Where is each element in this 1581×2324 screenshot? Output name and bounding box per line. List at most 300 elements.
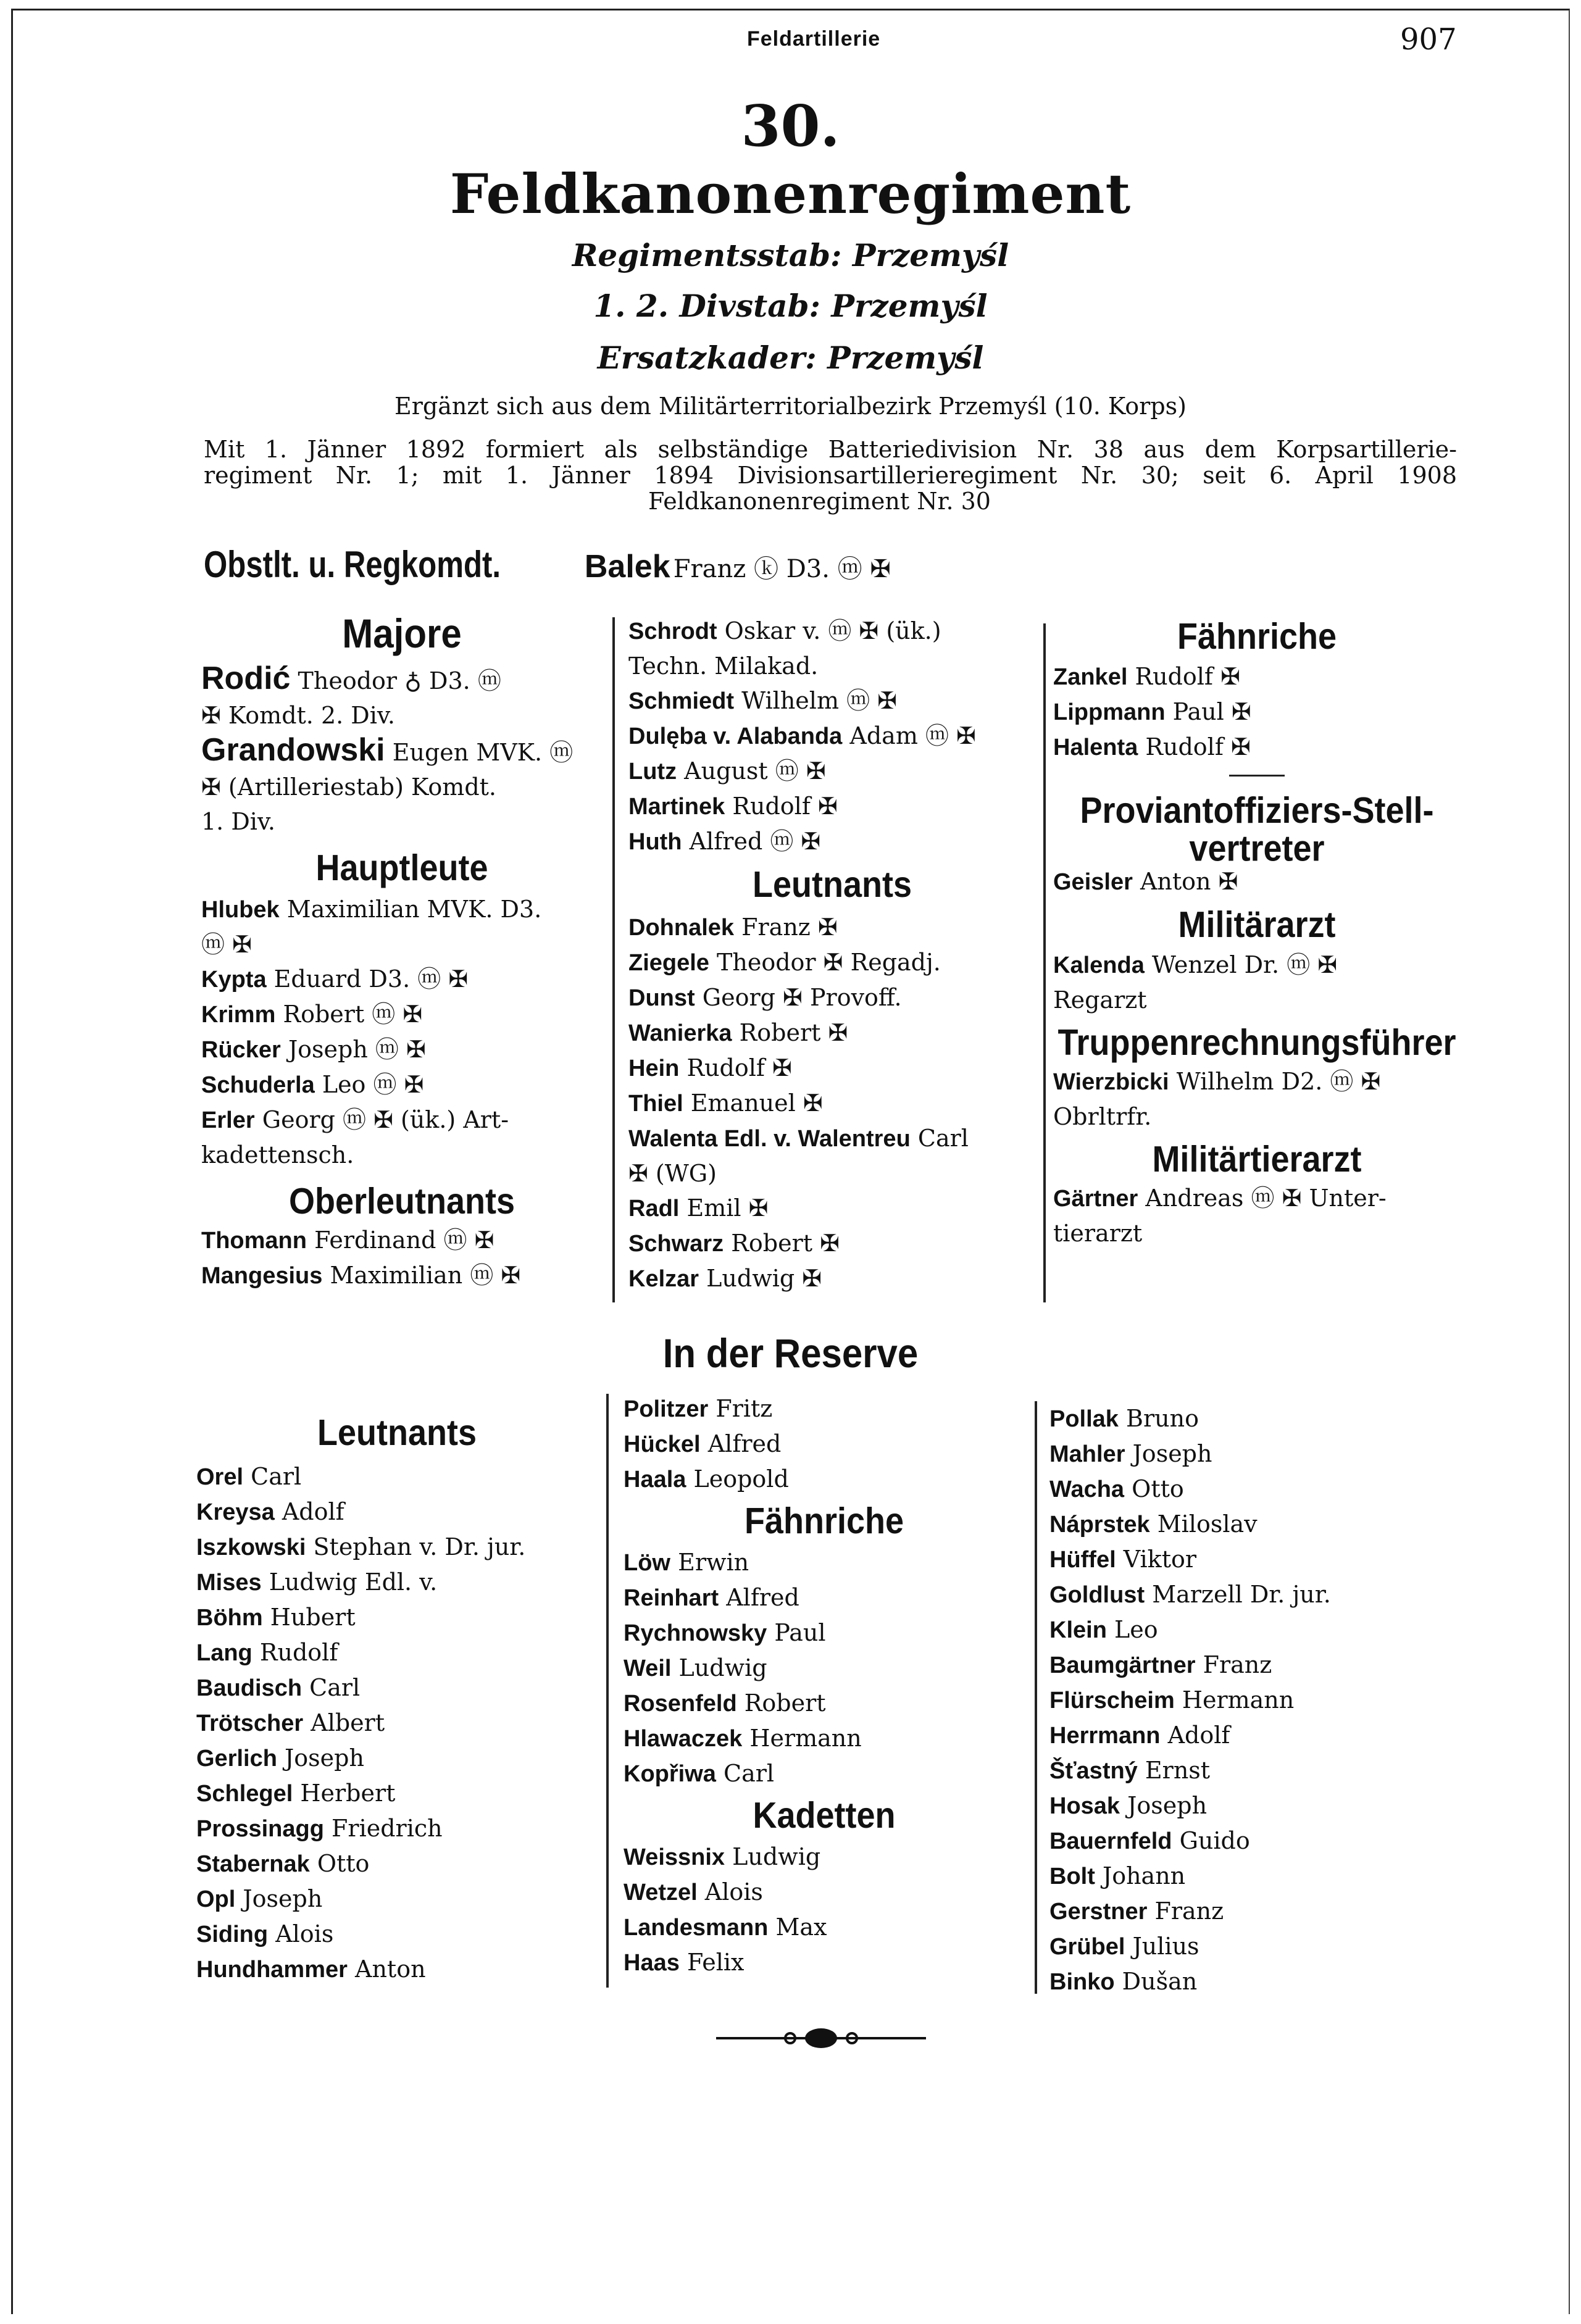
reserve-faehnriche-list bbox=[624, 1545, 1025, 1791]
entry-surname: Mahler bbox=[1049, 1441, 1125, 1467]
list-item bbox=[196, 1811, 598, 1846]
entry-detail: Ludwig bbox=[732, 1843, 821, 1870]
entry-detail: Techn. Milakad. bbox=[628, 652, 819, 680]
entry-detail: Julius bbox=[1132, 1933, 1199, 1960]
entry-detail: Rudolf ✠ bbox=[1135, 663, 1240, 690]
leutnants-heading: Leutnants bbox=[752, 864, 912, 905]
entry-detail: Rudolf ✠ bbox=[732, 793, 838, 820]
entry-surname: Rosenfeld bbox=[624, 1691, 737, 1717]
reserve-leutnants-list bbox=[196, 1459, 598, 1987]
list-item bbox=[628, 910, 1036, 945]
list-item bbox=[1049, 1788, 1469, 1823]
list-item bbox=[1053, 864, 1461, 899]
list-item bbox=[628, 1015, 1036, 1051]
supplement-line: Ergänzt sich aus dem Militärterritorialbezirk Przemyśl (10. Korps) bbox=[394, 393, 1187, 420]
entry-surname: Weil bbox=[624, 1656, 672, 1681]
entry-surname: Lang bbox=[196, 1640, 252, 1666]
entry-surname: Mangesius bbox=[201, 1263, 323, 1289]
list-item bbox=[196, 1530, 598, 1565]
entry-detail: Carl bbox=[724, 1760, 775, 1787]
entry-surname: Schrodt bbox=[628, 618, 717, 644]
entry-surname: Dohnalek bbox=[628, 915, 735, 941]
entry-detail: Alois bbox=[704, 1878, 763, 1905]
list-item bbox=[1049, 1647, 1469, 1683]
proviant-heading-line-2: vertreter bbox=[1189, 828, 1325, 869]
entry-detail: Fritz bbox=[715, 1395, 773, 1422]
entry-detail: Anton bbox=[355, 1955, 426, 1983]
entry-detail: Paul ✠ bbox=[1172, 698, 1251, 725]
list-item bbox=[1053, 1181, 1461, 1216]
list-item bbox=[1049, 1859, 1469, 1894]
list-item bbox=[624, 1426, 1025, 1462]
arzt-list bbox=[1053, 948, 1461, 1017]
entry-surname: Kypta bbox=[201, 967, 267, 993]
entry-detail: Leopold bbox=[693, 1465, 789, 1493]
list-item bbox=[1053, 1216, 1461, 1251]
entry-surname: Landesmann bbox=[624, 1915, 769, 1941]
list-item bbox=[201, 804, 603, 839]
entry-detail: Carl bbox=[309, 1674, 361, 1701]
entry-detail: Alfred bbox=[726, 1584, 799, 1611]
list-item bbox=[196, 1706, 598, 1741]
list-item bbox=[1049, 1718, 1469, 1753]
entry-detail: Ludwig ✠ bbox=[706, 1265, 822, 1292]
entry-detail: Robert ✠ bbox=[739, 1019, 848, 1046]
entry-surname: Náprstek bbox=[1049, 1512, 1150, 1538]
list-item bbox=[624, 1545, 1025, 1580]
entry-surname: Böhm bbox=[196, 1605, 263, 1631]
entry-surname: Rücker bbox=[201, 1037, 281, 1063]
history-line-2: regiment Nr. 1; mit 1. Jänner 1894 Divisionsartillerieregiment Nr. 30; seit 6. April 1908 bbox=[204, 462, 1457, 489]
entry-surname: Binko bbox=[1049, 1969, 1115, 1995]
entry-surname: Krimm bbox=[201, 1002, 276, 1028]
entry-surname: Gärtner bbox=[1053, 1186, 1138, 1212]
list-item bbox=[196, 1565, 598, 1600]
reserve-column-3 bbox=[1049, 1401, 1469, 1999]
list-item bbox=[628, 1261, 1036, 1296]
entry-detail: Ernst bbox=[1145, 1757, 1211, 1784]
entry-detail: Anton ✠ bbox=[1140, 868, 1238, 895]
list-item bbox=[624, 1462, 1025, 1497]
entry-detail: Adolf bbox=[282, 1498, 344, 1525]
list-item bbox=[628, 980, 1036, 1015]
entry-surname: Grübel bbox=[1049, 1934, 1125, 1960]
list-item bbox=[624, 1580, 1025, 1615]
entry-detail: Andreas ⓜ ✠ Unter- bbox=[1145, 1185, 1387, 1212]
entry-detail: Emanuel ✠ bbox=[690, 1089, 823, 1117]
entry-detail: ✠ (WG) bbox=[628, 1160, 717, 1187]
list-item bbox=[1053, 694, 1461, 730]
list-item bbox=[1049, 1964, 1469, 1999]
list-item bbox=[628, 789, 1036, 824]
entry-detail: Rudolf bbox=[259, 1639, 338, 1666]
list-item bbox=[628, 614, 1036, 649]
entry-detail: Max bbox=[775, 1914, 827, 1941]
commander-line bbox=[204, 543, 891, 586]
entry-surname: Baumgärtner bbox=[1049, 1652, 1196, 1678]
entry-surname: Gerlich bbox=[196, 1746, 277, 1772]
entry-surname: Hüffel bbox=[1049, 1547, 1116, 1573]
entry-detail: Otto bbox=[1132, 1475, 1184, 1502]
entry-detail: Maximilian MVK. D3. bbox=[286, 896, 542, 923]
list-item bbox=[628, 824, 1036, 859]
entry-surname: Gerstner bbox=[1049, 1899, 1148, 1925]
list-item bbox=[1049, 1894, 1469, 1929]
list-item bbox=[628, 1226, 1036, 1261]
column-rule-1 bbox=[612, 617, 615, 1302]
entry-detail: Hermann bbox=[1182, 1686, 1295, 1714]
entry-surname: Flürscheim bbox=[1049, 1688, 1175, 1714]
list-item bbox=[201, 1067, 603, 1102]
entry-surname: Schlegel bbox=[196, 1781, 293, 1807]
entry-surname: Hosak bbox=[1049, 1793, 1120, 1819]
reserve-column-2 bbox=[624, 1391, 1025, 1980]
majore-list bbox=[201, 661, 603, 839]
list-item bbox=[201, 1258, 603, 1293]
reserve-column-1 bbox=[196, 1414, 598, 1987]
entry-detail: Joseph ⓜ ✠ bbox=[288, 1036, 426, 1063]
list-item bbox=[1049, 1823, 1469, 1859]
list-item bbox=[1049, 1507, 1469, 1542]
list-item bbox=[196, 1670, 598, 1706]
entry-detail: Carl bbox=[251, 1463, 302, 1490]
div-staff-line: 1. 2. Divstab: Przemyśl bbox=[593, 288, 988, 324]
entry-detail: Robert ✠ bbox=[731, 1230, 840, 1257]
entry-detail: Ludwig bbox=[678, 1654, 767, 1681]
entry-surname: Kopřiwa bbox=[624, 1761, 716, 1787]
entry-surname: Haas bbox=[624, 1950, 680, 1976]
list-item bbox=[196, 1459, 598, 1494]
column-1 bbox=[201, 612, 603, 1293]
entry-detail: Dušan bbox=[1122, 1968, 1198, 1995]
history-line-3: Feldkanonenregiment Nr. 30 bbox=[648, 488, 991, 515]
list-item bbox=[624, 1391, 1025, 1426]
list-item bbox=[201, 927, 603, 962]
list-item bbox=[201, 962, 603, 997]
entry-detail: Marzell Dr. jur. bbox=[1152, 1581, 1331, 1608]
entry-surname: Grandowski bbox=[201, 732, 385, 768]
entry-detail: Franz ✠ bbox=[741, 914, 838, 941]
entry-surname: Reinhart bbox=[624, 1585, 719, 1611]
reserve-rule-2 bbox=[1035, 1401, 1037, 1994]
list-item bbox=[628, 945, 1036, 980]
list-item bbox=[624, 1875, 1025, 1910]
entry-detail: Georg ✠ Provoff. bbox=[702, 984, 902, 1011]
entry-detail: Miloslav bbox=[1157, 1510, 1258, 1538]
proviant-list bbox=[1053, 864, 1461, 899]
entry-detail: Franz bbox=[1154, 1897, 1224, 1925]
entry-detail: Friedrich bbox=[332, 1815, 443, 1842]
list-item bbox=[624, 1615, 1025, 1651]
entry-detail: Rudolf ✠ bbox=[1145, 733, 1251, 760]
list-item bbox=[628, 1191, 1036, 1226]
list-item bbox=[1053, 1064, 1461, 1099]
hauptleute-list bbox=[201, 892, 603, 1172]
reserve-leutnants-heading: Leutnants bbox=[317, 1412, 477, 1453]
column-3 bbox=[1053, 617, 1461, 1251]
list-item bbox=[1049, 1401, 1469, 1436]
commander-name: Balek bbox=[584, 549, 670, 585]
list-item bbox=[624, 1651, 1025, 1686]
entry-detail: Leo bbox=[1114, 1616, 1158, 1643]
list-item bbox=[201, 661, 603, 698]
list-item bbox=[196, 1741, 598, 1776]
entry-surname: Hlubek bbox=[201, 897, 280, 923]
entry-surname: Haala bbox=[624, 1467, 686, 1493]
entry-surname: Wacha bbox=[1049, 1476, 1125, 1502]
list-item bbox=[1049, 1472, 1469, 1507]
list-item bbox=[201, 1138, 603, 1172]
entry-surname: Geisler bbox=[1053, 869, 1133, 895]
entry-detail: Regarzt bbox=[1053, 986, 1147, 1014]
rechnung-heading: Truppenrechnungsführer bbox=[1057, 1022, 1456, 1063]
entry-surname: Walenta Edl. v. Walentreu bbox=[628, 1126, 911, 1152]
reserve-col2-top-list bbox=[624, 1391, 1025, 1497]
running-head: Feldartillerie bbox=[747, 27, 881, 51]
entry-detail: Theodor ♁ D3. ⓜ bbox=[298, 667, 501, 694]
list-item bbox=[201, 698, 603, 733]
entry-surname: Martinek bbox=[628, 794, 725, 820]
entry-surname: Hein bbox=[628, 1056, 680, 1081]
entry-surname: Lutz bbox=[628, 759, 677, 785]
oberleutnants-heading: Oberleutnants bbox=[288, 1181, 515, 1222]
commander-label: Obstlt. u. Regkomdt. bbox=[204, 544, 501, 585]
entry-detail: Wenzel Dr. ⓜ ✠ bbox=[1151, 951, 1338, 978]
entry-detail: Theodor ✠ Regadj. bbox=[717, 949, 941, 976]
entry-detail: 1. Div. bbox=[201, 808, 275, 835]
list-item bbox=[628, 718, 1036, 754]
faehnriche-list bbox=[1053, 659, 1461, 765]
entry-surname: Halenta bbox=[1053, 735, 1138, 760]
entry-surname: Lippmann bbox=[1053, 699, 1166, 725]
entry-surname: Huth bbox=[628, 829, 682, 855]
list-item bbox=[196, 1881, 598, 1917]
list-item bbox=[1049, 1542, 1469, 1577]
list-item bbox=[628, 1086, 1036, 1121]
entry-detail: ✠ Komdt. 2. Div. bbox=[201, 702, 395, 729]
list-item bbox=[628, 754, 1036, 789]
entry-surname: Erler bbox=[201, 1107, 255, 1133]
entry-surname: Bauernfeld bbox=[1049, 1828, 1172, 1854]
entry-detail: Robert bbox=[744, 1689, 826, 1717]
tierarzt-heading: Militärtierarzt bbox=[1152, 1139, 1362, 1180]
entry-surname: Herrmann bbox=[1049, 1723, 1161, 1749]
reserve-kadetten-list bbox=[624, 1839, 1025, 1980]
history-line-1: Mit 1. Jänner 1892 formiert als selbständige Batteriedivision Nr. 38 aus dem Korpsartillerie- bbox=[204, 436, 1457, 463]
entry-detail: Obrltrfr. bbox=[1053, 1103, 1152, 1130]
list-item bbox=[201, 770, 603, 804]
entry-surname: Dulęba v. Alabanda bbox=[628, 723, 843, 749]
entry-surname: Kalenda bbox=[1053, 952, 1145, 978]
page-number: 907 bbox=[1400, 22, 1457, 57]
entry-detail: Adam ⓜ ✠ bbox=[849, 722, 976, 749]
leutnants-list bbox=[628, 910, 1036, 1296]
entry-detail: Leo ⓜ ✠ bbox=[322, 1071, 424, 1098]
entry-detail: Maximilian ⓜ ✠ bbox=[330, 1262, 521, 1289]
faehnriche-heading: Fähnriche bbox=[1177, 616, 1337, 657]
list-item bbox=[1053, 730, 1461, 765]
rechnung-list bbox=[1053, 1064, 1461, 1134]
list-item bbox=[201, 1102, 603, 1138]
entry-surname: Wetzel bbox=[624, 1880, 698, 1905]
entry-detail: August ⓜ ✠ bbox=[684, 757, 826, 785]
list-item bbox=[196, 1494, 598, 1530]
list-item bbox=[196, 1846, 598, 1881]
entry-surname: Wanierka bbox=[628, 1020, 732, 1046]
entry-detail: Paul bbox=[774, 1619, 826, 1646]
entry-detail: Stephan v. Dr. jur. bbox=[313, 1533, 526, 1560]
list-item bbox=[1053, 983, 1461, 1017]
oberleutnants-list bbox=[201, 1223, 603, 1293]
entry-detail: Johann bbox=[1102, 1862, 1186, 1889]
entry-detail: Otto bbox=[317, 1850, 370, 1877]
entry-surname: Wierzbicki bbox=[1053, 1069, 1169, 1095]
entry-surname: Trötscher bbox=[196, 1710, 304, 1736]
entry-detail: kadettensch. bbox=[201, 1141, 354, 1168]
entry-detail: tierarzt bbox=[1053, 1220, 1143, 1247]
entry-detail: Wilhelm ⓜ ✠ bbox=[741, 687, 897, 714]
entry-detail: ✠ (Artilleriestab) Komdt. bbox=[201, 773, 496, 801]
list-item bbox=[628, 683, 1036, 718]
list-item bbox=[196, 1600, 598, 1635]
entry-surname: Stabernak bbox=[196, 1851, 310, 1877]
entry-detail: Eugen MVK. ⓜ bbox=[392, 739, 574, 766]
entry-surname: Rodić bbox=[201, 660, 291, 696]
entry-detail: Joseph bbox=[1127, 1792, 1208, 1819]
entry-detail: Rudolf ✠ bbox=[686, 1054, 792, 1081]
entry-detail: Guido bbox=[1179, 1827, 1250, 1854]
list-item bbox=[201, 1032, 603, 1067]
entry-surname: Hückel bbox=[624, 1431, 701, 1457]
reserve-rule-1 bbox=[606, 1394, 609, 1988]
commander-rest: Franz ⓚ D3. ⓜ ✠ bbox=[673, 555, 891, 583]
entry-detail: Oskar v. ⓜ ✠ (ük.) bbox=[724, 617, 941, 644]
list-item bbox=[1049, 1612, 1469, 1647]
list-item bbox=[1049, 1577, 1469, 1612]
entry-detail: Joseph bbox=[243, 1885, 323, 1912]
list-item bbox=[196, 1917, 598, 1952]
list-item bbox=[1053, 659, 1461, 694]
tierarzt-list bbox=[1053, 1181, 1461, 1251]
list-item bbox=[201, 733, 603, 770]
entry-surname: Klein bbox=[1049, 1617, 1107, 1643]
list-item bbox=[624, 1910, 1025, 1945]
entry-surname: Schwarz bbox=[628, 1231, 724, 1257]
end-ornament bbox=[716, 2026, 926, 2051]
reserve-heading: In der Reserve bbox=[662, 1330, 919, 1376]
list-item bbox=[201, 892, 603, 927]
entry-detail: Ludwig Edl. v. bbox=[269, 1568, 438, 1596]
list-item bbox=[1053, 948, 1461, 983]
list-item bbox=[628, 1156, 1036, 1191]
list-item bbox=[624, 1839, 1025, 1875]
entry-surname: Hundhammer bbox=[196, 1957, 348, 1983]
entry-surname: Mises bbox=[196, 1570, 262, 1596]
list-item bbox=[196, 1952, 598, 1987]
col2-top-list bbox=[628, 614, 1036, 859]
entry-surname: Rychnowsky bbox=[624, 1620, 767, 1646]
entry-surname: Orel bbox=[196, 1464, 244, 1490]
entry-surname: Schmiedt bbox=[628, 688, 735, 714]
entry-surname: Goldlust bbox=[1049, 1582, 1145, 1608]
list-item bbox=[201, 1223, 603, 1258]
entry-detail: Franz bbox=[1203, 1651, 1272, 1678]
list-item bbox=[201, 997, 603, 1032]
entry-surname: Baudisch bbox=[196, 1675, 302, 1701]
entry-detail: Alois bbox=[275, 1920, 334, 1947]
entry-detail: Joseph bbox=[285, 1744, 364, 1772]
list-item bbox=[624, 1945, 1025, 1980]
list-item bbox=[628, 1051, 1036, 1086]
entry-detail: Eduard D3. ⓜ ✠ bbox=[273, 965, 469, 993]
list-item bbox=[196, 1776, 598, 1811]
list-item bbox=[1049, 1929, 1469, 1964]
entry-surname: Iszkowski bbox=[196, 1535, 306, 1560]
entry-surname: Prossinagg bbox=[196, 1816, 324, 1842]
entry-surname: Pollak bbox=[1049, 1406, 1119, 1432]
entry-detail: ⓜ ✠ bbox=[201, 931, 252, 958]
arzt-heading: Militärarzt bbox=[1178, 904, 1336, 945]
list-item bbox=[1049, 1436, 1469, 1472]
entry-detail: Georg ⓜ ✠ (ük.) Art- bbox=[262, 1106, 509, 1133]
list-item bbox=[624, 1756, 1025, 1791]
majore-heading: Majore bbox=[342, 610, 462, 657]
staff-line: Regimentsstab: Przemyśl bbox=[572, 237, 1009, 273]
entry-surname: Thomann bbox=[201, 1228, 307, 1254]
entry-detail: Herbert bbox=[300, 1780, 396, 1807]
hauptleute-heading: Hauptleute bbox=[315, 848, 488, 888]
column-2 bbox=[628, 614, 1036, 1296]
entry-surname: Zankel bbox=[1053, 664, 1128, 690]
entry-detail: Ferdinand ⓜ ✠ bbox=[314, 1227, 494, 1254]
proviant-heading-line-1: Proviantoffiziers-Stell- bbox=[1080, 790, 1434, 831]
entry-detail: Erwin bbox=[678, 1549, 749, 1576]
entry-detail: Felix bbox=[686, 1949, 745, 1976]
regiment-number: 30. bbox=[741, 93, 840, 159]
entry-detail: Adolf bbox=[1167, 1722, 1230, 1749]
list-item bbox=[196, 1635, 598, 1670]
entry-detail: Alfred bbox=[707, 1430, 782, 1457]
entry-detail: Robert ⓜ ✠ bbox=[283, 1001, 423, 1028]
entry-surname: Thiel bbox=[628, 1091, 683, 1117]
cadre-line: Ersatzkader: Przemyśl bbox=[597, 339, 984, 376]
entry-surname: Ziegele bbox=[628, 950, 709, 976]
list-item bbox=[1049, 1683, 1469, 1718]
entry-surname: Opl bbox=[196, 1886, 236, 1912]
entry-surname: Hlawaczek bbox=[624, 1726, 743, 1752]
list-item bbox=[624, 1686, 1025, 1721]
entry-surname: Siding bbox=[196, 1922, 269, 1947]
entry-detail: Albert bbox=[311, 1709, 385, 1736]
list-item bbox=[1053, 1099, 1461, 1134]
entry-detail: Alfred ⓜ ✠ bbox=[689, 828, 821, 855]
entry-surname: Weissnix bbox=[624, 1844, 725, 1870]
entry-surname: Kelzar bbox=[628, 1266, 699, 1292]
entry-detail: Viktor bbox=[1123, 1546, 1197, 1573]
entry-detail: Wilhelm D2. ⓜ ✠ bbox=[1176, 1068, 1381, 1095]
proviant-heading bbox=[1053, 791, 1461, 867]
entry-surname: Politzer bbox=[624, 1396, 709, 1422]
entry-surname: Radl bbox=[628, 1196, 680, 1222]
entry-detail: Emil ✠ bbox=[686, 1194, 769, 1222]
reserve-col3-list bbox=[1049, 1401, 1469, 1999]
entry-surname: Löw bbox=[624, 1550, 670, 1576]
list-item bbox=[624, 1721, 1025, 1756]
entry-detail: Hermann bbox=[749, 1725, 862, 1752]
page-title: Feldkanonenregiment bbox=[449, 162, 1132, 226]
entry-detail: Joseph bbox=[1132, 1440, 1212, 1467]
reserve-faehnriche-heading: Fähnriche bbox=[744, 1501, 904, 1541]
